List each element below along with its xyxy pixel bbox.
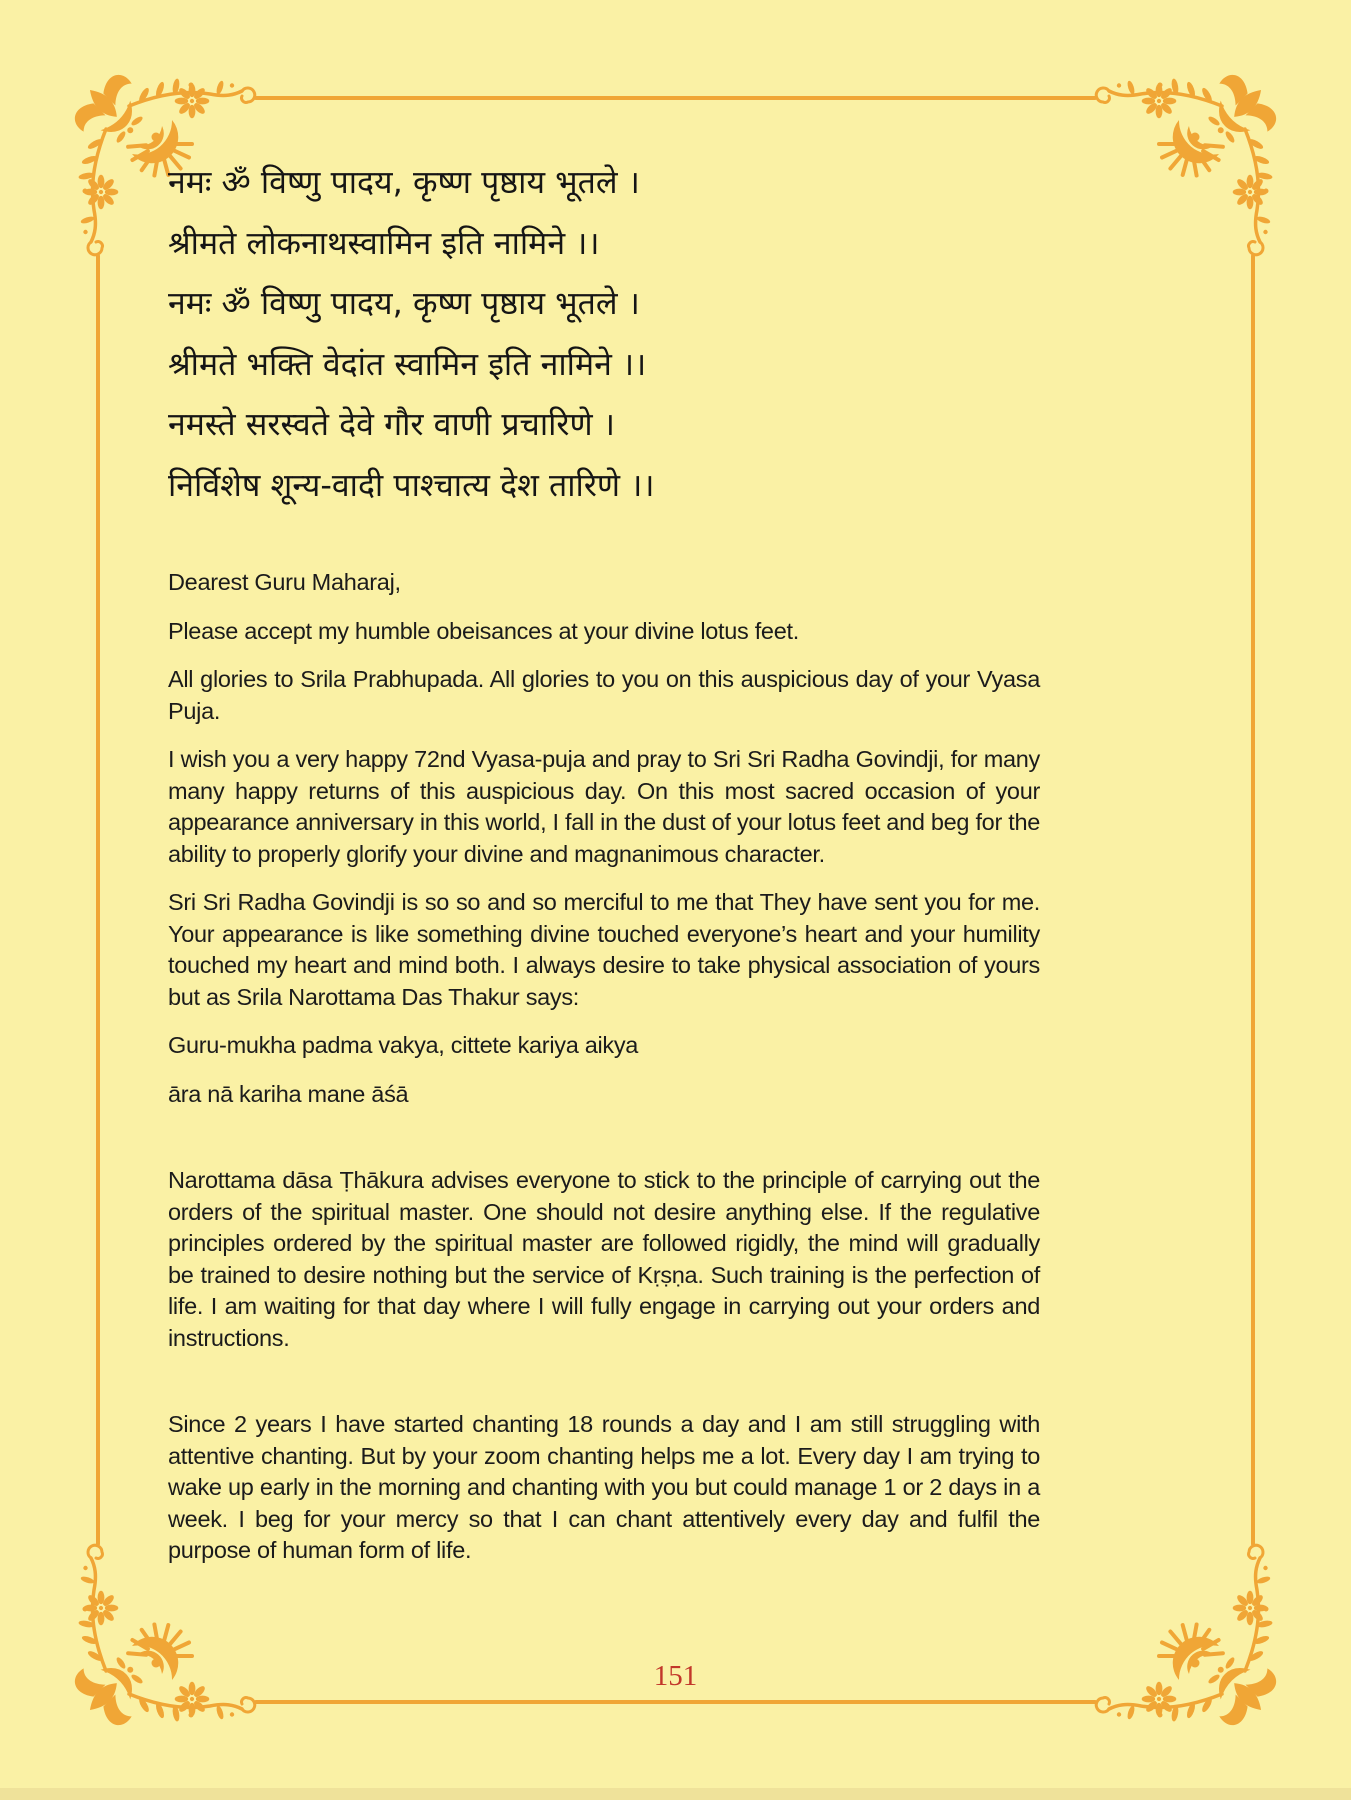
paragraph-chanting: Since 2 years I have started chanting 18 rounds a day and I am still struggling with attentive chanting. But by your zoom chanting helps me a lot. Every day I am trying to wake up early in the morning and chanting with you but could manage 1 or 2 days in a week. I beg for your mercy so that I can chant attentively every day and fulfil the purpose of human form of life. xyxy=(168,1411,1040,1563)
left-border-line xyxy=(96,254,100,1546)
paragraph-radha-govindji: Sri Sri Radha Govindji is so so and so merciful to me that They have sent you for me. Your appearance is like something divine touched everyone’s heart and your humility touched my heart and mind both. I always desire to take physical association of yours but as Srila Narottama Das Thakur says: xyxy=(168,889,1040,1010)
verse-line-5: नमस्ते सरस्वते देवे गौर वाणी प्रचारिणे । xyxy=(168,405,615,443)
paragraph-narottama-dasa: Narottama dāsa Ṭhākura advises everyone to stick to the principle of carrying out the orders of the spiritual master. One should not desire anything else. If the regulative principles ordered by the spiritual master are followed rigidly, the mind will gradually be trained to desire nothing but the service of Kṛṣṇa. Such training is the perfection of life. I am waiting for that day where I will fully engage in carrying out your orders and instructions. xyxy=(168,1167,1040,1351)
sanskrit-invocation xyxy=(168,152,654,515)
floral-corner-top-right-icon xyxy=(1092,74,1277,259)
verse-line-1: नमः ॐ विष्णु पादय, कृष्ण पृष्ठाय भूतले । xyxy=(168,163,640,201)
top-border-line xyxy=(254,96,1097,100)
verse-line-4: श्रीमते भक्ति वेदांत स्वामिन इति नामिने ।। xyxy=(168,344,647,383)
verse-line-2: श्रीमते लोकनाथस्वामिन इति नामिने ।। xyxy=(168,223,600,262)
bottom-border-line xyxy=(254,1700,1097,1704)
page-edge-shadow xyxy=(0,1788,1351,1800)
page-number: 151 xyxy=(653,1660,698,1692)
verse-line-3: नमः ॐ विष्णु पादय, कृष्ण पृष्ठाय भूतले । xyxy=(168,284,640,322)
right-border-line xyxy=(1251,254,1255,1546)
verse-line-6: निर्विशेष शून्य-वादी पाश्चात्य देश तारिणे ।। xyxy=(168,465,655,504)
letter-body xyxy=(168,567,1040,1584)
paragraph-obeisances: Please accept my humble obeisances at your divine lotus feet. xyxy=(168,617,799,644)
floral-corner-bottom-right-icon xyxy=(1092,1541,1277,1726)
quote-line-2: āra nā kariha mane āśā xyxy=(168,1080,409,1107)
salutation: Dearest Guru Maharaj, xyxy=(168,569,401,595)
quote-line-1: Guru-mukha padma vakya, cittete kariya aikya xyxy=(168,1032,639,1058)
paragraph-vyasa-puja-wishes: I wish you a very happy 72nd Vyasa-puja and pray to Sri Sri Radha Govindji, for many many happy returns of this auspicious day. On this most sacred occasion of your appearance anniversary in this world, I fall in the dust of your lotus feet and beg for the ability to properly glorify your divine and magnanimous character. xyxy=(168,746,1040,867)
paragraph-all-glories: All glories to Srila Prabhupada. All glories to you on this auspicious day of your Vyasa Puja. xyxy=(168,666,1040,724)
